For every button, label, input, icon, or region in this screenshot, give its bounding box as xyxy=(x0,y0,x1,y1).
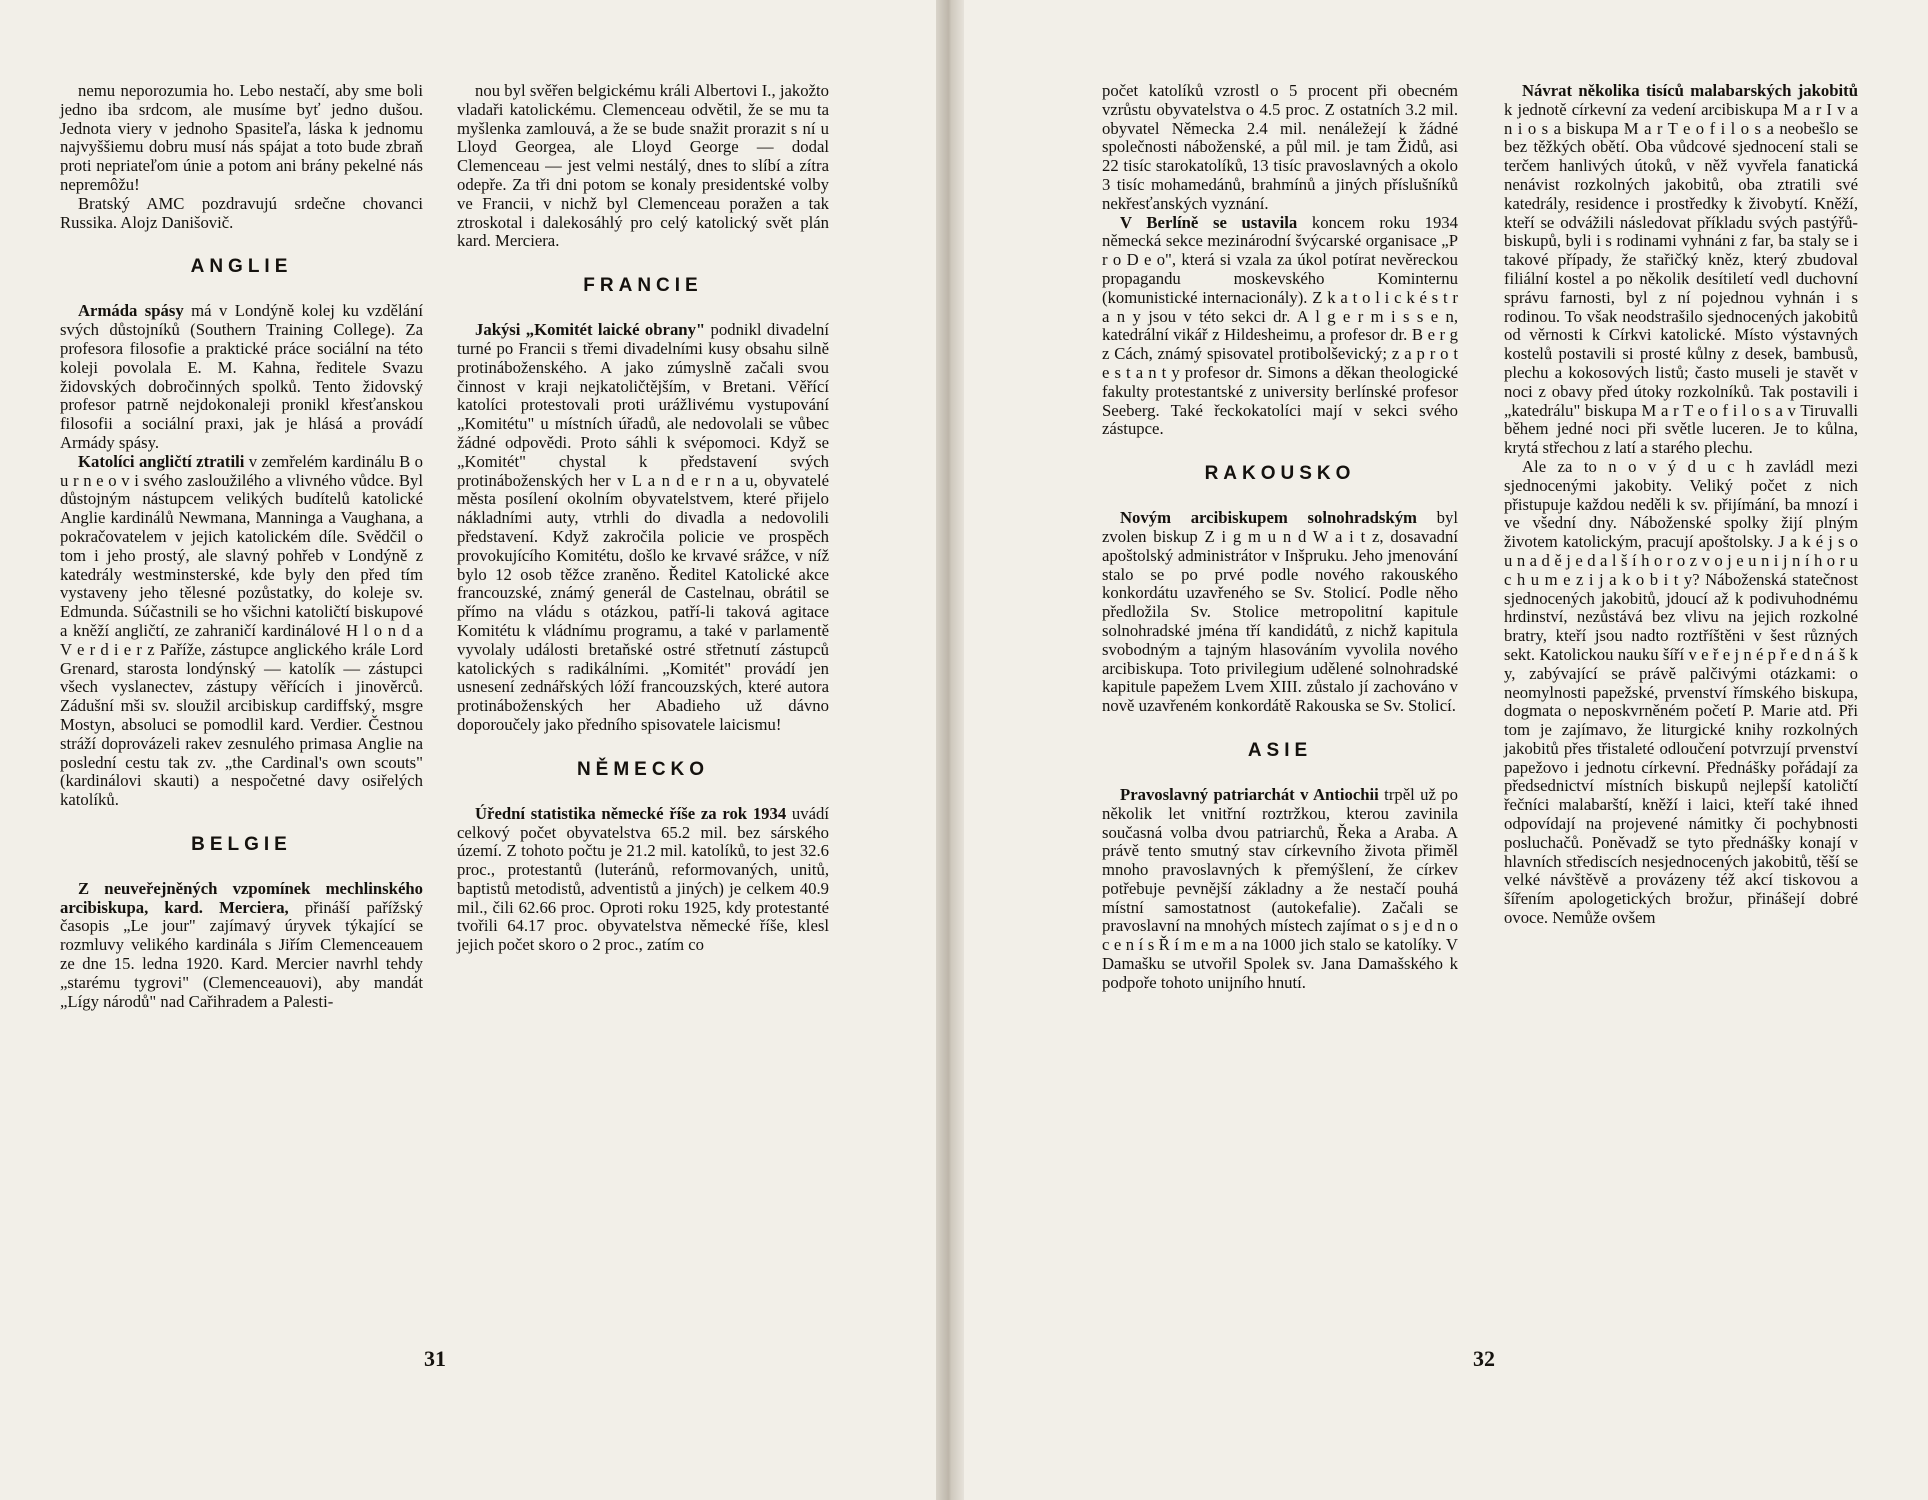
page-number-left: 31 xyxy=(424,1346,446,1371)
paragraph-text: uvádí celkový počet obyvatelstva 65.2 mil. bez sárského území. Z tohoto počtu je 21.2 mil. katolíků, to jest 32.6 proc., protestantů (luteránů, reformovaných, unitů, baptistů metodistů, adventistů a jiných) je celkem 40.9 mil., čili 62.66 proc. Oproti roku 1925, kdy protestanté tvořili 64.17 proc. obyvatelstva německé říše, klesl jejich počet skoro o 2 proc., zatím co xyxy=(457,803,830,955)
paragraph-lead: V Berlíně se ustavila xyxy=(1120,212,1298,232)
article-paragraph xyxy=(60,82,423,195)
left-page-column-2 xyxy=(457,82,829,955)
article-paragraph xyxy=(1102,214,1458,440)
paragraph-text: nemu neporozumia ho. Lebo nestačí, aby sme boli jedno iba srdcom, ale musíme byť jedno dušou. Jednota viery v jednoho Spasiteľa, láska k jednomu najvyššiemu dobru musí nás spájat a toto bude zbraň proti nepriateľom únie a potom ani brány pekelné nás nepremôžu! xyxy=(60,81,423,194)
paragraph-text: počet katolíků vzrostl o 5 procent při obecném vzrůstu obyvatelstva o 4.5 proc. Z ostatních 3.2 mil. obyvatel Německa 2.4 mil. nenáležejí k žádné společnosti náboženské, a půl mil. je tam Židů, asi 22 tisíc starokatolíků, 13 tisíc pravoslavných a okolo 3 tisíc mohamedánů, brahmínů a jiných příslušníků nekřesťanských vyznání. xyxy=(1102,81,1458,213)
paragraph-text: Ale za to n o v ý d u c h zavládl mezi sjednocenými jakobity. Veliký počet z nich přistupuje každou neděli k sv. přijímání, ba mnozí i ve všední dny. Náboženské spolky žijí plným životem katolickým, pracují apoštolsky. J a k é j s o u n a d ě j e d a l š í h o r o z v o j e u n i j n í h o r u c h u m e z i j a k o b i t y? Náboženská statečnost sjednocených jakobitů, jdoucí až k podivuhodnému hrdinství, nezůstává bez vlivu na jejich rozkolné bratry, kteří jsou nadto roztříštěni v šest různých sekt. Katolickou nauku šíří v e ř e j n é p ř e d n á š k y, zabývající se právě palčivými otázkami: o neomylnosti papežské, prvenství římského biskupa, dogmata o neposkvrněném početí P. Marie atd. Při tom je zajímavo, že liturgické knihy rozkolných jakobitů přes třistaleté odloučení potvrzují prvenství papežovo i jednotu církevní. Přednášky pořádají za předsednictví místních biskupů nejlepší katoličtí řečníci malabarští, kněží i laici, kteří také ihned odpovídají na projevené námitky či pochybnosti posluchačů. Poněvadž se tyto přednášky konají v hlavních střediscích nesjednocených jakobitů, těší se velké návštěvě a provázeny též akcí tiskovou a šířením apologetických brožur, přinášejí dobré ovoce. Nemůže ovšem xyxy=(1504,456,1858,928)
article-paragraph xyxy=(457,805,829,955)
section-heading: FRANCIE xyxy=(583,275,703,297)
article-paragraph xyxy=(1504,82,1858,458)
section-heading: ANGLIE xyxy=(190,256,293,278)
article-paragraph xyxy=(60,880,423,1012)
article-paragraph xyxy=(1102,786,1458,993)
page-number-right: 32 xyxy=(1473,1346,1495,1371)
article-paragraph xyxy=(457,321,829,735)
article-paragraph xyxy=(1102,82,1458,214)
paragraph-text: přináší pařížský časopis „Le jour" zajímavý úryvek týkající se rozmluvy velikého kardinála s Jiřím Clemenceauem ze dne 15. ledna 1920. Kard. Mercier navrhl tehdy „starému tygrovi" (Clemenceauovi), aby mandát „Lígy národů" nad Cařihradem a Palesti- xyxy=(60,897,423,1011)
article-paragraph xyxy=(457,82,829,251)
book-gutter xyxy=(936,0,964,1500)
paragraph-lead: Armáda spásy xyxy=(78,301,184,321)
left-page-column-1 xyxy=(60,82,423,1011)
paragraph-lead: Katolíci angličtí ztratili xyxy=(78,451,245,471)
paragraph-lead: Návrat několika tisíců malabarských jakobitů xyxy=(1522,81,1858,100)
right-page-column-1 xyxy=(1102,82,1458,993)
right-page-column-2 xyxy=(1504,82,1858,928)
paragraph-lead: Jakýsi „Komitét laické obrany" xyxy=(475,320,706,340)
paragraph-text: podnikl divadelní turné po Francii s třemi divadelními kusy obsahu silně protináboženského. A jako zúmyslně začali svou činnost v kraji nejkatoličtějším, v Bretani. Věřící katolíci protestovali proti urážlivému vystupování „Komitétu" u místních úřadů, ale nedovolali se vůbec žádné odpovědi. Proto sáhli k svépomoci. Když se „Komitét" chystal k představení svých protináboženských her v L a n d e r n a u, obyvatelé města posílení okolním obyvatelstvem, které přijelo nákladními auty, vtrhli do divadla a nedovolili představení. Když zakročila policie ve prospěch provokujícího Komitétu, došlo ke krvavé srážce, v níž bylo 12 osob těžce zraněno. Ředitel Katolické akce francouzské, známý generál de Castelnau, obrátil se přímo na vládu s otázkou, patří-li taková agitace Komitétu k vládnímu programu, a také v parlamentě vyvolaly události bretaňské ostré střetnutí zástupců katolických s radikálními. „Komitét" provádí jen usnesení zednářských lóží francouzských, které autora protináboženských her Abadieho už dávno doporoučely jako předního spisovatele laicismu! xyxy=(457,320,829,734)
paragraph-text: Bratský AMC pozdravujú srdečne chovanci Russika. Alojz Danišovič. xyxy=(60,193,423,232)
paragraph-lead: Pravoslavný patriarchát v Antiochii xyxy=(1120,784,1379,804)
paragraph-lead: Úřední statistika německé říše za rok 1934 xyxy=(475,803,787,823)
section-heading: RAKOUSKO xyxy=(1204,463,1356,485)
article-paragraph xyxy=(60,302,423,452)
paragraph-text: koncem roku 1934 německá sekce mezinárodní švýcarské organisace „P r o D e o", která si vzala za úkol potírat nevěreckou propagandu moskevského Kominternu (komunistické internacionály). Z k a t o l i c k é s t r a n y jsou v této sekci dr. A l g e r m i s s e n, katedrální vikář z Hildesheimu, a profesor dr. B e r g z Cách, známý spisovatel protibolševický; z a p r o t e s t a n t y profesor dr. Simons a děkan theologické fakulty protestantské z university berlínské profesor Seeberg. Také řeckokatolíci mají v sekci svého zástupce. xyxy=(1102,212,1458,439)
paragraph-text: k jednotě církevní za vedení arcibiskupa M a r I v a n i o s a biskupa M a r T e o f i l o s a neobešlo se bez těžkých obětí. Oba vůdcové sjednocení stali se terčem hanlivých útoků, v něž vyvřela fanatická nenávist rozkolných jakobitů, oba ztratili své katedrály, residence i prostředky k živobytí. Kněží, kteří se odvážili následovat příkladu svých pastýřů-biskupů, byli i s rodinami vyhnáni z far, ba staly se i takové případy, že stařičký kněz, který zbudoval filiální kostel a po několik desítiletí vedl duchovní správu farnosti, byl z ní pojednou vyhnán i s rodinou. To však neodstrašilo sjednocených jakobitů od věrnosti k Církvi katolické. Místo výstavných kostelů postavili si prosté kůlny z desek, bambusů, plechu a kokosových listů; často museli je stavět v noci z obavy před útoky rozkolníků. Tak postavili i „katedrálu" biskupa M a r T e o f i l o s a v Tiruvalli během jedné noci při světle luceren. Je to kůlna, krytá střechou z latí a starého plechu. xyxy=(1504,99,1858,458)
paragraph-lead: Novým arcibiskupem solnohradským xyxy=(1120,508,1417,528)
section-heading: NĚMECKO xyxy=(576,758,710,780)
paragraph-text: byl zvolen biskup Z i g m u n d W a i t z, dosavadní apoštolský administrátor v Inšpruku. Jeho jmenování stalo se po prvé podle nového rakouského konkordátu uzavřeného se Sv. Stolicí. Podle něho předložila Sv. Stolice metropolitní kapitule solnohradské jména tří kandidátů, z nichž kapitula svobodným a tajným hlasováním vyvolila nového arcibiskupa. Toto privilegium udělené solnohradské kapitule papežem Lvem XIII. zůstalo jí zachováno v nově uzavřeném konkordátě Rakouska se Sv. Stolicí. xyxy=(1102,508,1458,716)
left-page xyxy=(0,0,936,1500)
paragraph-text: nou byl svěřen belgickému králi Albertovi I., jakožto vladaři katolickému. Clemenceau odvětil, že se mu ta myšlenka zamlouvá, a že se bude snažit prorazit s ní u Lloyd Georgea, ale Lloyd George — dodal Clemenceau — jest velmi nestálý, dnes to slíbí a zítra odepře. Za tři dni potom se konaly presidentské volby ve Francii, v nichž byl Clemenceau poražen a tak ztroskotal i dalekosáhlý pro celý katolický svět plán kard. Merciera. xyxy=(457,81,829,251)
section-heading: BELGIE xyxy=(191,833,292,855)
paragraph-text: má v Londýně kolej ku vzdělání svých důstojníků (Southern Training College). Za profesora filosofie a praktické práce sociální na této koleji povolala E. M. Kahna, ředitele Svazu židovských dobročinných spolků. Tento židovský profesor patrně nejdokonaleji pronikl křesťanskou filosofii a sociální praxi, jak je hlásá a provádí Armády spásy. xyxy=(60,301,423,452)
paragraph-text: trpěl už po několik let vnitřní roztržkou, kterou zavinila současná volba dvou patriarchů, Řeka a Araba. A právě tento smutný stav církevního života přiměl mnoho pravoslavných k přemýšlení, že církev potřebuje pevnější základny a že nestačí pouhá místní samostatnost (autokefalie). Začali se pravoslavní na mnohých místech zajímat o s j e d n o c e n í s Ř í m e m a na 1000 jich stalo se katolíky. V Damašku se utvořil Spolek sv. Jana Damašského k podpoře tohoto unijního hnutí. xyxy=(1102,784,1458,992)
article-paragraph xyxy=(1504,458,1858,928)
section-heading: ASIE xyxy=(1247,739,1313,761)
right-page xyxy=(964,0,1928,1500)
article-paragraph xyxy=(1102,509,1458,716)
paragraph-text: v zemřelém kardinálu B o u r n e o v i svého zasloužilého a vlivného vůdce. Byl důstojným nástupcem velikých budítelů katolické Anglie kardinálů Newmana, Manninga a Vaughana, a pokračovatelem v jejich katolickém díle. Svědčil o tom i jeho prostý, ale slavný pohřeb v Londýně z katedrály westminsterské, kde byly den před tím vystaveny jeho tělesné pozůstatky, do koleje sv. Edmunda. Súčastnili se ho všichni katoličtí biskupové a kněží angličtí, ze zahraničí kardinálové H l o n d a V e r d i e r z Paříže, zástupce anglického krále Lord Grenard, starosta londýnský — katolík — zástupci všech vyslanectev, zástupy věřících i jinověrců. Zádušní mši sv. sloužil arcibiskup cardiffský, msgre Mostyn, absoluci se pomodlil kard. Verdier. Čestnou stráží doprovázeli rakev zesnulého primasa Anglie na poslední cestu tak zv. „the Cardinal's own scouts" (kardinálovi skauti) a nespočetné davy osiřelých katolíků. xyxy=(60,451,424,810)
article-paragraph xyxy=(60,195,423,233)
article-paragraph xyxy=(60,453,423,810)
paragraph-lead: Z neuveřejněných vzpomínek mechlinského arcibiskupa, kard. Merciera, xyxy=(60,878,423,917)
